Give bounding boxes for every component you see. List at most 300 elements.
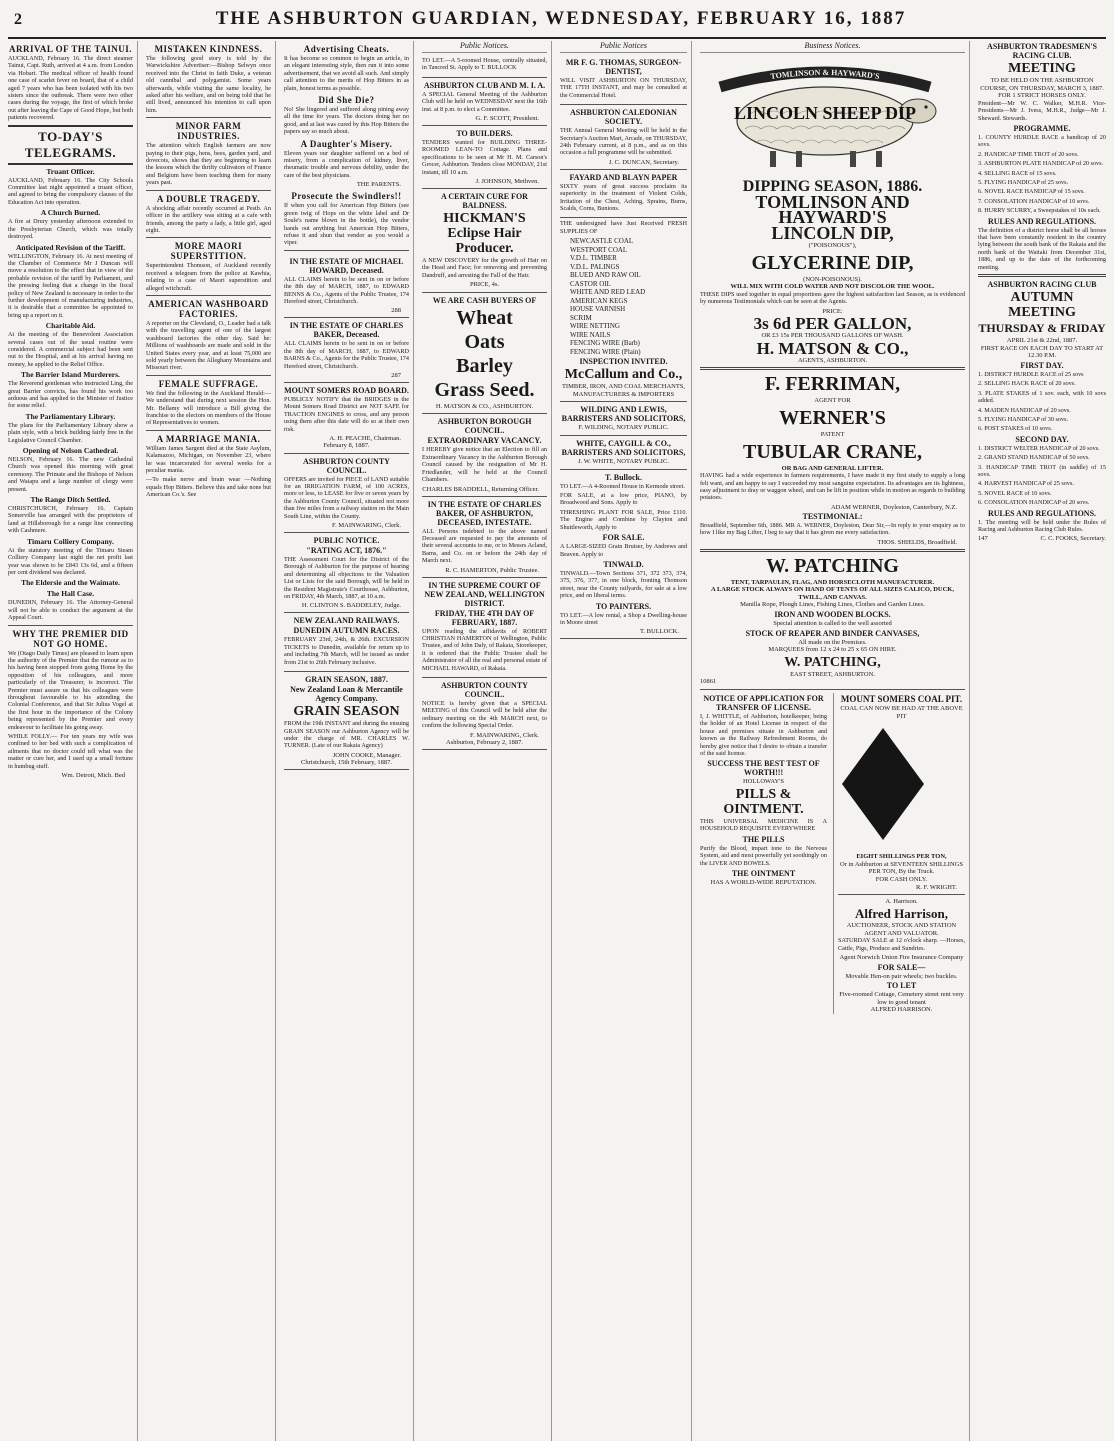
club-notice xyxy=(422,78,547,126)
notice-text: PUBLICLY NOTIFY that the BRIDGES in the Mount Somers Road District are NOT SAFE for TRACTION ENGINES to cross, and any person using them after this date will do so at their own risk. xyxy=(284,395,409,433)
business-name: W. PATCHING xyxy=(766,554,899,577)
article-text: NELSON, February 16. The new Cathedral Church was opened this morning with great ceremony. The Primate and the Bishops of Nelson and Waiapu and a large number of clergy were present. xyxy=(8,456,133,493)
supplies-ad xyxy=(560,218,687,402)
list-item: FENCING WIRE (Plain) xyxy=(570,347,641,356)
list-item: 2. HANDICAP TIME TROT of 20 sovs. xyxy=(978,150,1079,158)
ad-text: The definition of a district horse shall be all horses that have been constantly resident in the country lying between the south bank of the Rakaia and the north bank of the Waitaki from December 31st, 1886, and up to the date of the forthcoming meeting. xyxy=(978,226,1106,271)
ad-heading: FIRST DAY. xyxy=(1020,360,1064,370)
article-heading: MISTAKEN KINDNESS. xyxy=(154,44,263,54)
builders-notice xyxy=(422,126,547,189)
list-item: BLUED AND RAW OIL xyxy=(570,271,641,280)
estate-notice xyxy=(284,254,409,319)
diamond-logo xyxy=(838,724,928,844)
ad-text: Agent Norwich Union Fire Insurance Company xyxy=(839,954,964,962)
column-heading: Public Notices xyxy=(560,41,687,53)
ad-text: 1. The meeting will be held under the Rules of Racing and Ashburton Racing Club Rules. xyxy=(978,518,1106,533)
sub-heading: Opening of Nelson Cathedral. xyxy=(22,446,119,456)
divider xyxy=(838,894,965,895)
article-text: At the meeting of the Benevolent Association several cases out of the usual routine were considered. A commercial subject had been sent out to the Hospital, and at his arrival having no money, he applied to the Relief Office. xyxy=(8,331,133,368)
ad-text: THE undersigned have Just Received FRESH SUPPLIES OF xyxy=(560,220,687,235)
ad-heading: T. Bullock. xyxy=(605,472,642,482)
grain-season-ad xyxy=(284,672,409,770)
article-text: We (Otago Daily Times) are pleased to learn upon the authority of the Premier that the rumour as to his having been stopped from going Home by the opposition of his colleagues, and more particularly of the Treasurer, is incorrect. The Premier must assure us that his colleagues were throughout favourable to his attending the Colonial Conference, and that Sir Julius Vogel at the first hour in the importance of the Colony being represented by the Premier and every endeavour to facilitate his going away. xyxy=(8,649,133,731)
list-item: 5. FLYING HANDICAP of 25 sovs. xyxy=(978,179,1069,187)
ad-text: THRESHING PLANT FOR SALE, Price £110. The Engine and Combine by Clayton and Shuttleworth, Apply to xyxy=(560,508,687,531)
list-item: NEWCASTLE COAL xyxy=(570,237,634,246)
ad-text: HAS A WORLD-WIDE REPUTATION. xyxy=(710,879,817,886)
notice-heading: ASHBURTON CALEDONIAN SOCIETY. xyxy=(570,108,677,127)
divider xyxy=(700,689,965,690)
notice-text: TENDERS wanted for BUILDING THREE-ROOMED LEAN-TO Cottage. Plans and specifications to be seen at Mr H. M. Carson's Grocer, Ashburton. Tenders close MONDAY, 21st instant, till 10 a.m. xyxy=(422,139,547,176)
ad-heading: GRAIN SEASON, 1887. xyxy=(305,675,388,685)
ad-headline: DIPPING SEASON, 1886. xyxy=(742,178,923,195)
sub-heading: Truant Officer. xyxy=(46,166,95,176)
ad-text: Five-roomed Cottage, Cemetery street rent very low to good tenant xyxy=(839,991,964,1006)
ad-heading: PROGRAMME. xyxy=(1013,124,1071,133)
signature: R. C. HAMERTON, Public Trustee. xyxy=(445,566,539,574)
notice-date: February 8, 1887. xyxy=(323,442,370,449)
ad-heading: FOR SALE— xyxy=(877,962,926,972)
page-number: 2 xyxy=(14,11,22,28)
article-text: Superintendent Thomson, of Auckland recently received a telegram from the police at Kawhia, relating to a case of Maori superstition and alleged witchcraft. xyxy=(146,262,271,292)
sub-heading: The Hall Case. xyxy=(46,589,95,599)
article-text: AUCKLAND, February 16. The direct steamer Tainui, Capt. Ruth, arrived at 4 a.m. from London via Hobart. The medical officer of health found one case of scarlet fever on board, that of a child aged 7 years who has been isolated with his two sisters since the outbreak. There were two other cases during the voyage, the first of which broke out after leaving the Cape of Good Hope, but both patients recovered. xyxy=(8,55,133,122)
notice-heading: NEW ZEALAND RAILWAYS. xyxy=(293,616,400,626)
list-item: 3. ASHBURTON PLATE HANDICAP of 20 sovs. xyxy=(978,160,1104,168)
ad-text: Manilla Rope, Plough Lines, Fishing Lines, Clothes and Garden Lines. xyxy=(740,601,925,609)
ad-number: 10861 xyxy=(700,678,717,686)
signature: JOHN COOKE, Manager. xyxy=(332,751,401,759)
ad-subline: ("POISONOUS"), xyxy=(808,242,857,249)
company-name: McCallum and Co., xyxy=(564,367,683,383)
notice-heading: IN THE ESTATE OF MICHAEL HOWARD, Deceased. xyxy=(289,256,404,275)
signature: J. C. DUNCAN, Secretary. xyxy=(608,158,679,166)
notice-text: THE Annual General Meeting will be held in the Secretary's Auction Mart, Arcade, on THURSDAY, 24th February current, at 8 p.m., and as on this occasion a full programme will be submitted. xyxy=(560,127,687,157)
ad-headline: MEETING xyxy=(1008,61,1076,76)
sub-heading: Charitable Aid. xyxy=(45,321,96,331)
ad-subline: AGENT FOR xyxy=(814,397,851,405)
product-name: HICKMAN'S Eclipse Hair Producer. xyxy=(443,211,526,257)
ad-text: TINWALD.—Town Sections 371, 372 373, 374, 375, 376, 377, in one block, fronting Thomson street, near the County railyards, for sale at a low price, and on liberal terms. xyxy=(560,569,687,600)
divider xyxy=(978,274,1106,277)
signature: ADAM WERNER, Doyleston, Canterbury, N.Z. xyxy=(830,503,957,511)
notice-text: ALL Persons indebted to the above named Deceased are requested to pay the amounts of their several accounts to me, or to Messrs Acland, Barns, and Co. on or before the 24th day of March next. xyxy=(422,527,547,565)
ad-text: A NEW DISCOVERY for the growth of Hair on the Head and Face; for removing and preventing Dandruff, and arresting the Fall of the Hair. xyxy=(422,257,547,279)
ad-subline: PATENT xyxy=(820,430,845,438)
ad-heading: FAYARD AND BLAYN PAPER xyxy=(569,172,678,182)
ad-text: TO LET.—A low rental, a Shop a Dwelling-house in Moore street xyxy=(560,611,687,626)
ad-heading: STOCK OF REAPER AND BINDER CANVASES, xyxy=(745,628,920,638)
ad-text: Purify the Blood, impart tone to the Nervous System, aid and most powerfully yet soothingly on the LIVER AND BOWELS. xyxy=(700,844,827,867)
ad-headline: TOMLINSON AND HAYWARD'S xyxy=(755,192,910,227)
signature: THE PARENTS. xyxy=(356,181,401,189)
sub-heading: Anticipated Revision of the Tariff. xyxy=(16,242,125,252)
ad-text: TENT, TARPAULIN, FLAG, AND HORSECLOTH MANUFACTURER. xyxy=(730,578,935,586)
ad-heading: SUCCESS THE BEST TEST OF WORTH!!! xyxy=(707,759,820,778)
list-item: SCRIM xyxy=(570,313,592,322)
ad-text: EIGHT SHILLINGS PER TON, xyxy=(856,853,947,861)
ad-text: Special attention is called to the well assorted xyxy=(773,619,892,627)
ad-heading: WHITE, CAYGILL & CO., BARRISTERS AND SOLICITORS, xyxy=(561,439,686,458)
notice-heading: TO BUILDERS. xyxy=(456,129,513,139)
notice-heading: IN THE ESTATE OF CHARLES BAKER, Deceased. xyxy=(289,321,404,340)
signature: A. H. PEACHE, Chairman. xyxy=(329,435,401,442)
article-text: We find the following in the Auckland Herald:—We understand that during next session the Hon. Mr. Bellamy will introduce a Bill giving the franchise to the electors on members of the House of Representatives to women. xyxy=(146,389,271,427)
article-text: William James Sargent died at the State Asylum, Kalamazoo, Michigan, on November 23, where he was incarcerated for several weeks for a peculiar mania. xyxy=(146,444,271,475)
grain-oats: Oats xyxy=(464,330,505,353)
article-heading: WHY THE PREMIER DID NOT GO HOME. xyxy=(12,628,129,649)
list-item: 4. MAIDEN HANDICAP of 20 sovs. xyxy=(978,406,1071,414)
ad-text: SIXTY years of great success proclaim its superiority in the treatment of Violent Colds, Irritation of the Chest, Aching, Sprains, Burns, Scalds, Corns, Bunions. xyxy=(560,182,687,213)
article-text: No! She lingered and suffered along pining away all the time for years. The doctors doing her no good, and at last was cured by this Hop Bitters the papers say so much about. xyxy=(284,106,409,136)
article-text: A shocking affair recently occurred at Pestb. An officer in the artillery was sitting at a cafe with friends, among the party a lady, a little girl, aged eight. xyxy=(146,204,271,234)
grain-barley: Barley xyxy=(456,354,513,377)
notice-text: A SPECIAL General Meeting of the Ashburton Club will be held on WEDNESDAY next the 16th inst. at 8 p.m. to elect a Committee. xyxy=(422,90,547,113)
notice-number: 287 xyxy=(391,371,401,379)
ad-text: HAVING had a wide experience in farmers requirements, I have made it my first study to supply a long felt want, and am happy to say I succeeded my most sanguine expectation. Its advantages are its lightness, easy adjustment to dray or waggon wheel, and can be lift in position while in motion as regards to building potatoes. xyxy=(700,472,965,502)
product-name: TUBULAR CRANE, xyxy=(743,440,922,463)
column-3 xyxy=(284,41,414,1441)
ad-text: Movable Hen-on pair wheels; two buckles. xyxy=(845,972,958,980)
list-item: 5. NOVEL RACE of 10 sovs. xyxy=(978,489,1052,497)
road-board-notice xyxy=(284,383,409,454)
ad-headline: GLYCERINE DIP, xyxy=(751,251,914,274)
signature: THOS. SHIELDS, Broadfield. xyxy=(877,538,957,546)
article-text: DUNEDIN, February 16. The Attorney-General will not be able to conduct the argument at the Appeal Court. xyxy=(8,599,133,622)
notice-date: Ashburton, February 2, 1887. xyxy=(446,738,523,746)
ad-text: WILL MIX WITH COLD WATER AND NOT DISCOLOR THE WOOL. xyxy=(730,283,935,291)
notice-text: TO LET.—A 5-roomed House, centrally situated, in Tancred St. Apply to T. BULLOCK xyxy=(422,57,547,72)
ad-subline: HOLLOWAY'S xyxy=(742,778,784,786)
article-text: The Reverend gentleman who instructed Ling, the great Barrier convicts, has found his work too arduous and has applied to the Minister of Justice for some relief. xyxy=(8,380,133,410)
ad-heading: TO LET xyxy=(886,981,917,991)
article-text: —To make nerve and brain wear —Nothing equals Hop Bitters. Believe this and take none but American Co.'s. See xyxy=(146,476,271,499)
product-name: PILLS & OINTMENT. xyxy=(723,786,804,817)
notice-subheading: DUNEDIN AUTUMN RACES. xyxy=(293,626,400,636)
ad-text: FIRST RACE ON EACH DAY TO START AT 12.30 P.M. xyxy=(980,344,1104,360)
article-text: At the statutory meeting of the Timaru Steam Colliery Company last night the net profit last year was shown to be £843 13s 6d, and a fifteen per cent dividend was declared. xyxy=(8,546,133,576)
ad-text: COAL CAN NOW BE HAD AT THE ABOVE PIT xyxy=(840,704,963,720)
divider xyxy=(146,375,271,376)
list-item: 5. FLYING HANDICAP of 30 sovs. xyxy=(978,415,1069,423)
article-heading: Advertising Cheats. xyxy=(303,44,390,54)
ad-heading: TESTIMONIAL: xyxy=(802,511,863,521)
article-heading: A MARRIAGE MANIA. xyxy=(156,433,261,444)
column-5 xyxy=(560,41,692,1441)
article-text: WHILE FOLLY.— For ten years my wife was confined to her bed with such a complication of ailments that no doctor could tell what was the matter or cure her, and I used up a small fortune in humbug stuff. xyxy=(8,733,133,770)
ad-number: 147 xyxy=(978,535,988,543)
ad-text: A LARGE-SIZED Grain Bruiser, by Andrews and Beaven. Apply to xyxy=(560,543,687,558)
notice-text: WILL VISIT ASHBURTON ON THURSDAY, THE 17TH INSTANT, and may be consulted at the Commercial Hotel. xyxy=(560,77,687,99)
sheep-title-text: LINCOLN SHEEP DIP xyxy=(733,103,917,123)
notice-heading: IN THE SUPREME COURT OF NEW ZEALAND, WELLINGTON DISTRICT. xyxy=(424,580,545,608)
ad-text: THESE DIPS used together in equal proportions gave the highest satisfaction last Season, as is evidenced by numerous Testimonials which can be seen at the Agents. xyxy=(700,290,965,306)
sheep-banner-text: TOMLINSON & HAYWARD'S xyxy=(769,67,881,81)
price: 3s 6d PER GALLON, xyxy=(753,314,912,334)
list-item: 6. NOVEL RACE HANDICAP of 15 sovs. xyxy=(978,188,1085,196)
list-item: 1. DISTRICT WELTER HANDICAP of 20 sovs. xyxy=(978,444,1100,452)
ad-text: MARQUEES from 12 x 24 to 25 x 65 ON HIRE. xyxy=(768,646,897,654)
notice-text: I HEREBY give notice that an Election to fill an Extraordinary Vacancy in the Ashburton Borough Council caused by the resignation of Mr H. Friedlander, will be held at the Council Chambers. xyxy=(422,446,547,484)
ad-heading: A CERTAIN CURE FOR BALDNESS. xyxy=(441,192,528,211)
society-notice xyxy=(560,105,687,170)
article-text: A fire at Drury yesterday afternoon extended to the Presbyterian Church, which was totally destroyed. xyxy=(8,218,133,241)
notice-heading: MOUNT SOMERS ROAD BOARD. xyxy=(284,385,409,395)
bottom-right-ads xyxy=(833,693,965,1014)
county-notice xyxy=(422,678,547,750)
divider xyxy=(284,250,409,251)
sub-heading: The Eldersie and the Waimate. xyxy=(21,578,120,588)
column-7 xyxy=(978,41,1110,1441)
list-item: WESTPORT COAL xyxy=(570,245,628,254)
agent-name: F. FERRIMAN, xyxy=(764,373,901,396)
column-heading: Public Notices. xyxy=(422,41,547,53)
list-item: 7. CONSOLATION HANDICAP of 10 sovs. xyxy=(978,197,1090,205)
notice-heading: ASHBURTON CLUB AND M. I. A. xyxy=(423,80,546,90)
second-day-list xyxy=(978,445,1106,507)
divider xyxy=(146,237,271,238)
notice-text: NOTICE is hereby given that a SPECIAL MEETING of this Council will be held after the ordinary meeting on the 4th MARCH next, to confirm the following Special Order. xyxy=(422,699,547,730)
column-4 xyxy=(422,41,552,1441)
column-2 xyxy=(146,41,276,1441)
notice-heading: PUBLIC NOTICE. xyxy=(313,536,380,546)
ad-text: FOR 1 STRICT HORSES ONLY. xyxy=(998,92,1086,100)
ad-text: All made on the Premises. xyxy=(798,638,867,646)
sheep-dip-illustration xyxy=(700,59,950,169)
ad-heading: THE OINTMENT xyxy=(731,869,796,878)
list-item: WHITE AND RED LEAD xyxy=(570,288,646,297)
ad-headline: LINCOLN DIP, xyxy=(771,223,894,243)
railways-notice xyxy=(284,613,409,672)
hair-producer-ad xyxy=(422,189,547,293)
solicitors-ad xyxy=(560,402,687,436)
list-item: 1. DISTRICT HURDLE RACE of 25 sovs xyxy=(978,370,1084,378)
ad-heading: WILDING AND LEWIS, BARRISTERS AND SOLICITORS, xyxy=(561,405,686,424)
ad-heading: INSPECTION INVITED. xyxy=(579,357,668,367)
ad-text: THIS UNIVERSAL MEDICINE IS A HOUSEHOLD REQUISITE EVERYWHERE xyxy=(700,817,827,833)
article-heading: A Daughter's Misery. xyxy=(300,138,393,149)
list-item: 4. SELLING RACE of 15 sovs. xyxy=(978,169,1057,177)
sub-heading: The Parliamentary Library. xyxy=(25,411,116,421)
ad-text: A LARGE STOCK ALWAYS ON HAND OF TENTS OF ALL SIZES CALICO, DUCK, TWILL, AND CANVAS. xyxy=(711,586,954,601)
first-day-list xyxy=(978,371,1106,433)
notice-heading: IN THE ESTATE OF CHARLES BAKER, OF ASHBURTON, DECEASED, INTESTATE. xyxy=(427,499,542,527)
county-notice xyxy=(284,454,409,533)
ad-text: APRIL 21st & 22nd, 1887. xyxy=(1006,337,1078,345)
notice-subheading: "RATING ACT, 1876." xyxy=(306,546,387,556)
sub-heading: The Range Ditch Settled. xyxy=(30,495,111,505)
article-heading: MORE MAORI SUPERSTITION. xyxy=(170,241,247,262)
masthead xyxy=(8,6,1106,39)
supreme-court-notice xyxy=(422,578,547,678)
article-heading: Did She Die? xyxy=(318,95,375,106)
ad-heading: NOTICE OF APPLICATION FOR TRANSFER OF LICENSE. xyxy=(703,693,824,712)
signature: C. C. FOOKS, Secretary. xyxy=(1040,535,1106,543)
ad-heading: IRON AND WOODEN BLOCKS. xyxy=(774,609,891,619)
article-heading: MINOR FARM INDUSTRIES. xyxy=(175,121,242,142)
ad-heading: TO PAINTERS. xyxy=(595,601,652,611)
bottom-ad-row xyxy=(700,693,965,1014)
public-notice xyxy=(284,533,409,613)
solicitors-ad xyxy=(560,436,687,470)
list-item: 6. CONSOLATION HANDICAP of 20 sovs. xyxy=(978,499,1090,507)
article-heading: Prosecute the Swindlers!! xyxy=(291,191,402,202)
list-item: 8. HURRY SCURRY, a Sweepstakes of 10s each. xyxy=(978,207,1101,215)
signature: CHARLES BRADDELL, Returning Officer. xyxy=(422,485,539,493)
ad-subline: (NON-POISONOUS). xyxy=(803,275,862,283)
signature: T. BULLOCK. xyxy=(639,628,679,636)
ad-heading: SECOND DAY. xyxy=(1015,434,1069,444)
price-label: PRICE: xyxy=(822,307,843,315)
notice-heading: ASHBURTON BOROUGH COUNCIL. xyxy=(437,417,532,436)
section-heading: TO-DAY'S TELEGRAMS. xyxy=(8,125,133,165)
ad-text: Or in Ashburton at SEVENTEEN SHILLINGS PER TON, By the Truck. xyxy=(840,860,963,876)
business-name: W. PATCHING, xyxy=(784,654,881,670)
agent-location: AGENTS, ASHBURTON. xyxy=(797,356,868,364)
ad-heading: THE PILLS xyxy=(742,834,785,844)
notice-heading: ASHBURTON COUNTY COUNCIL. xyxy=(441,680,528,699)
divider xyxy=(8,625,133,626)
column-6 xyxy=(700,41,970,1441)
article-text: CHRISTCHURCH, February 16. Captain Somerville has arranged with the proprietors of land at Hillsborough for a range line connecting with Cashmere. xyxy=(8,505,133,535)
ad-heading: MOUNT SOMERS COAL PIT. xyxy=(840,693,963,704)
ad-text: TO BE HELD ON THE ASHBURTON COURSE, ON THURSDAY, MARCH 3, 1887. xyxy=(980,77,1104,92)
ad-text: J. W. WHITE, NOTARY PUBLIC. xyxy=(578,458,669,466)
price: PRICE, 4s. xyxy=(469,281,500,289)
ad-text: FOR SALE, at a low price, PIANO, by Broadwood and Sons. Apply to xyxy=(560,492,687,507)
article-heading: A DOUBLE TRAGEDY. xyxy=(156,193,261,204)
ad-heading: RULES AND REGULATIONS. xyxy=(987,508,1097,518)
estate-notice xyxy=(422,497,547,578)
borough-notice xyxy=(422,414,547,496)
ad-heading: ASHBURTON TRADESMEN'S RACING CLUB. xyxy=(987,42,1097,60)
column-1 xyxy=(8,41,138,1441)
notice-text: FEBRUARY 23rd, 24th, & 26th. EXCURSION TICKETS to Dunedin, available for return up to and including 7th March, will be issued as under from 21st to 26th February inclusive. xyxy=(284,636,409,666)
list-item: 2. SELLING HACK RACE of 20 sovs. xyxy=(978,380,1076,388)
divider xyxy=(700,549,965,552)
ad-headline: AUTUMN MEETING xyxy=(1008,290,1076,321)
ad-text: AUCTIONEER, STOCK AND STATION AGENT AND VALUATOR. xyxy=(846,922,957,937)
list-item: 3. PLATE STAKES of 1 sov. each, with 10 sovs added. xyxy=(978,389,1106,405)
business-name: Alfred Harrison, xyxy=(855,906,948,922)
signature: F. MAINWARING, Clerk. xyxy=(332,522,401,530)
ad-headline: GRAIN SEASON xyxy=(293,704,400,720)
list-item: V.D.L. PALINGS xyxy=(570,262,620,271)
footer-line xyxy=(978,535,1106,542)
signature: J. JOHNSON, Methven. xyxy=(475,178,539,186)
ad-text: I, J. WHITTLE, of Ashburton, hotelkeeper, being the holder of an Hotel License in respect of the house and premises situate in Ashburton and known as the Railway Refreshment Rooms, do hereby give notice that I desire to obtain a transfer of the said license. xyxy=(700,712,827,757)
ad-heading: WE ARE CASH BUYERS OF xyxy=(432,295,537,305)
divider xyxy=(146,295,271,296)
sub-heading: Timaru Colliery Company. xyxy=(27,536,114,546)
ad-text: Broadfield, September 6th, 1886. MR A. WERNER, Doyleston, Dear Sir,—In reply to your enquiry as to how I like my Bag Lifter, I beg to say that it has given me every satisfaction. xyxy=(700,521,965,537)
notice-date: Christchurch, 15th February, 1887. xyxy=(301,758,392,766)
ad-text: FROM the 19th INSTANT and during the ensuing GRAIN SEASON our Ashburton Agency will be under the charge of MR. CHARLES W. TURNER. (Late of our Rakaia Agency) xyxy=(284,720,409,750)
agent-name: H. MATSON & CO., xyxy=(756,338,909,358)
list-item: 6. POST STAKES of 10 sovs. xyxy=(978,425,1053,433)
article-heading: ARRIVAL OF THE TAINUI. xyxy=(8,44,133,54)
newspaper-title: THE ASHBURTON GUARDIAN, WEDNESDAY, FEBRUARY 16, 1887 xyxy=(215,8,907,29)
sub-heading: A Church Burned. xyxy=(40,208,101,218)
ad-text: TIMBER, IRON, AND COAL MERCHANTS, MANUFACTURERS & IMPORTERS xyxy=(561,383,686,398)
programme-list xyxy=(978,134,1106,215)
signature: ALFRED HARRISON. xyxy=(870,1006,933,1014)
bullock-ads xyxy=(560,470,687,640)
notice-text: THE Assessment Court for the District of the Borough of Ashburton for the purpose of hearing and determining all objections to the Valuation List or Lists for the said Borough, will be held in the Resident Magistrate's Courthouse, Ashburton, on FRIDAY, 4th March, 1887, at 10 a.m. xyxy=(284,556,409,601)
notice-text: OFFERS are invited for PIECE of LAND suitable for an IRRIGATION FARM, of 100 ACRES, more or less, to LEASE for five or seven years by the Ashburton County Council, situated not more than five miles from a railway station on the Main South Line, within the County. xyxy=(284,475,409,520)
ad-heading: FOR SALE. xyxy=(602,533,645,543)
ad-subline: OR BAG AND GENERAL LIFTER. xyxy=(781,464,884,472)
ad-text: FOR CASH ONLY. xyxy=(875,875,928,883)
list-item: 4. HARVEST HANDICAP of 25 sovs. xyxy=(978,480,1074,488)
ad-heading: TINWALD. xyxy=(603,559,644,569)
article-text: The attention which English farmers are now paying to their pigs, hens, bees, garden yard, and dovecots, shows that they are beginning to learn the lessons which the thrifty cultivators of France and Belgium have been teaching them for many years past. xyxy=(146,142,271,187)
article-heading: AMERICAN WASHBOARD FACTORIES. xyxy=(148,298,269,319)
notice-heading: MR F. G. THOMAS, SURGEON-DENTIST, xyxy=(565,58,682,76)
article-text: Eleven years our daughter suffered on a bed of misery, from a complication of kidney, liver, rheumatic trouble and nervous debility, under the care of the best physicians. xyxy=(284,149,409,179)
signature: Wm. Detroit, Mich. Bed xyxy=(61,772,125,780)
notice-text: ALL CLAIMS herein to be sent in on or before the 8th day of MARCH, 1887, to EDWARD BENNS & Co., Agents of the Public Trustee, 174 Hereford street, Christchurch. xyxy=(284,275,409,305)
ad-text: TO LET.—A 4-Roomed House in Kermode street. xyxy=(560,482,685,490)
divider xyxy=(146,190,271,191)
notice-text: ALL CLAIMS herein to be sent in on or before the 8th day of MARCH, 1887, to EDWARD BARNS & Co., Agents for the Public Trustee, 174 Hereford street, Christchurch. xyxy=(284,340,409,370)
list-item: HOUSE VARNISH xyxy=(570,305,626,314)
ad-heading: RULES AND REGULATIONS. xyxy=(987,216,1097,226)
dentist-notice xyxy=(560,55,687,105)
notice-heading: ASHBURTON COUNTY COUNCIL. xyxy=(303,456,390,475)
list-item: WIRE NAILS xyxy=(570,330,611,339)
signature: F. MAINWARING, Clerk. xyxy=(470,731,539,739)
notice-number: 288 xyxy=(391,307,401,315)
notice-text: UPON reading the affidavits of ROBERT CHRISTIAN HAMERTON of Wellington, Public Trustee, and of John Daly, of Rakaia, Storekeeper, it is ordered that the Public Trustee shall be Administrator of all the real and personal estate of MICHAEL HAWARD, of Rakaia. xyxy=(422,627,547,672)
ad-text: President—Mr W. C. Walker, M.H.R. Vice-Presidents—Mr J. Ivess, M.H.R., Judge—Mr J. Sheward. Stewards. xyxy=(978,99,1106,122)
article-text: AUCKLAND, February 16. The City Schools Committee last night appointed a truant officer, and agreed to bring the compulsory clauses of the Education Act into operation. xyxy=(8,176,133,206)
signature: A. Harrison. xyxy=(885,897,918,905)
list-item: CASTOR OIL xyxy=(570,279,611,288)
grain-wheat: Wheat xyxy=(456,306,513,329)
columns xyxy=(8,41,1106,1441)
list-item: V.D.L. TIMBER xyxy=(570,254,617,263)
sub-heading: The Barrier Island Murderers. xyxy=(21,370,120,380)
column-heading: Business Notices. xyxy=(700,41,965,53)
signature: H. CLINTON S. BADDELEY, Judge. xyxy=(301,602,401,610)
business-address: EAST STREET, ASHBURTON. xyxy=(790,670,875,678)
article-heading: FEMALE SUFFRAGE. xyxy=(158,378,259,389)
cash-buyers-ad xyxy=(422,293,547,415)
notice-subheading: FRIDAY, THE 4TH DAY OF FEBRUARY, 1887. xyxy=(434,608,535,627)
ad-text: F. WILDING, NOTARY PUBLIC. xyxy=(578,424,669,432)
product-name: WERNER'S xyxy=(779,406,886,429)
list-item: AMERICAN KEGS xyxy=(570,296,628,305)
ad-signature: H. MATSON & CO., ASHBURTON. xyxy=(435,402,534,410)
article-text: A reporter on the Cleveland, O., Leader had a talk with the travelling agent of one of the largest washboard factories the other day. Said he: Millions of washboards are made and sold in the United States every year, and at least 75,000 are sold yearly between the Alleghany Mountains and Missouri river. xyxy=(146,319,271,372)
signature: G. F. SCOTT, President. xyxy=(475,115,539,123)
signature: R. F. WRIGHT. xyxy=(916,883,957,891)
article-text: WELLINGTON, February 16. At next meeting of the Chamber of Commerce Mr J Duncan will move a resolution to the effect that in view of the probable revision of the tariff by Parliament, and the pressing feeling that a change in the fiscal policy of New Zealand is necessary in order to the further development of manufacturing industries, it is desirable that a committee be appointed to bring up a report on it. xyxy=(8,252,133,319)
list-item: WIRE NETTING xyxy=(570,322,620,331)
divider xyxy=(700,367,965,370)
ad-headline: THURSDAY & FRIDAY xyxy=(978,321,1106,336)
article-text: The following good story is told by the Warwickshire Advertiser:—Bishop Selwyn once received into the Christ in faith Duke, a veteran old cannibal and polygamist. Some years afterwards, while visiting the same locality, he asked after his welfare, and on being told that he still lived, announced his intention to call upon him. xyxy=(146,55,271,114)
price-note: OR £3 15s PER THOUSAND GALLONS OF WASH. xyxy=(761,332,904,340)
list-item: 2. GRAND STAND HANDICAP of 50 sovs. xyxy=(978,454,1090,462)
list-item: 1. COUNTY HURDLE RACE a handicap of 20 sovs. xyxy=(978,134,1106,149)
article-text: It has become so common to begin an article, in an elegant interesting style, then run it into some advertisement, that we avoid all such. And simply call attention to the merits of Hop Bitters in as plain, honest terms as possible. xyxy=(284,55,409,92)
ad-heading: ASHBURTON RACING CLUB xyxy=(987,280,1097,290)
ad-text: SATURDAY SALE at 12 o'clock sharp. —Horses, Cattle, Pigs, Produce and Sundries. xyxy=(838,937,965,952)
article-text: If when you call for American Hop Bitters (see green twig of Hops on the white label and Dr Soule's name blown in the bottle), the vendor hands out anything but American Hop Bitters, refuse it and shun that vendor as you would a viper. xyxy=(284,202,409,247)
divider xyxy=(146,117,271,118)
